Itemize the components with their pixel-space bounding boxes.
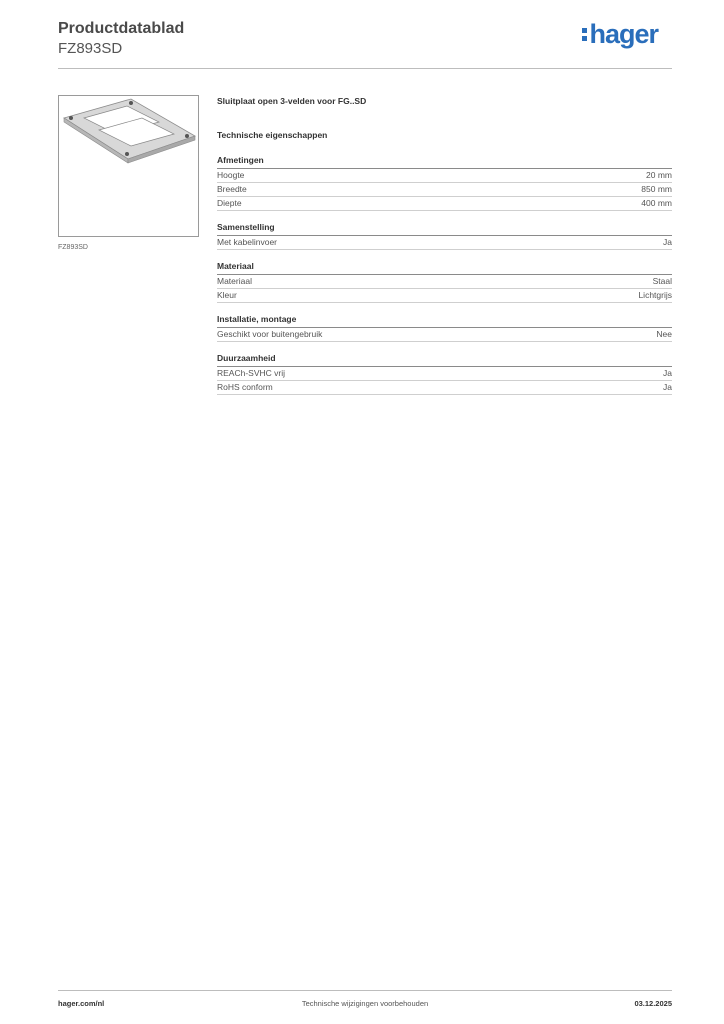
spec-row [217,275,672,289]
spec-value: 20 mm [646,170,672,180]
spec-group-afmetingen [217,155,672,211]
product-specs [217,96,672,395]
spec-label: Diepte [217,198,242,208]
image-caption: FZ893SD [58,244,88,251]
spec-group-installatie [217,314,672,342]
spec-value: Ja [663,237,672,247]
product-image [58,95,199,237]
spec-group-duurzaamheid [217,353,672,395]
group-title: Installatie, montage [217,314,672,328]
spec-value: 400 mm [641,198,672,208]
spec-group-materiaal [217,261,672,303]
spec-row [217,169,672,183]
header-divider [58,68,672,69]
footer-disclaimer: Technische wijzigingen voorbehouden [301,999,429,1008]
spec-value: Lichtgrijs [638,290,672,300]
closing-plate-illustration-icon [59,96,198,236]
spec-label: Met kabelinvoer [217,237,278,247]
group-title: Duurzaamheid [217,353,672,367]
spec-label: Kleur [217,290,237,300]
spec-row [217,328,672,342]
spec-row [217,183,672,197]
group-title: Afmetingen [217,155,672,169]
spec-label: Materiaal [217,276,252,286]
spec-value: 850 mm [641,184,672,194]
spec-row [217,381,672,395]
spec-value: Nee [656,329,672,339]
group-title: Samenstelling [217,222,672,236]
spec-label: Breedte [217,184,247,194]
product-description: Sluitplaat open 3-velden voor FG..SD [217,96,367,106]
spec-label: REACh-SVHC vrij [217,368,286,378]
section-title: Technische eigenschappen [217,130,328,140]
logo-text: hager [589,19,658,49]
group-title: Materiaal [217,261,672,275]
spec-row [217,236,672,250]
product-code: FZ893SD [58,40,123,57]
spec-label: Geschikt voor buitengebruik [217,329,323,339]
spec-value: Ja [663,382,672,392]
hager-logo [582,19,658,49]
spec-value: Staal [652,276,672,286]
spec-value: Ja [663,368,672,378]
spec-row [217,367,672,381]
spec-row [217,289,672,303]
page-title: Productdatablad [58,20,185,37]
spec-label: Hoogte [217,170,245,180]
page-header [58,20,672,70]
footer-website-link[interactable]: hager.com/nl [58,999,105,1008]
footer-date: 03.12.2025 [634,999,672,1008]
spec-group-samenstelling [217,222,672,250]
spec-label: RoHS conform [217,382,273,392]
logo-dots-icon [582,28,587,44]
footer-divider [58,990,672,991]
spec-row [217,197,672,211]
